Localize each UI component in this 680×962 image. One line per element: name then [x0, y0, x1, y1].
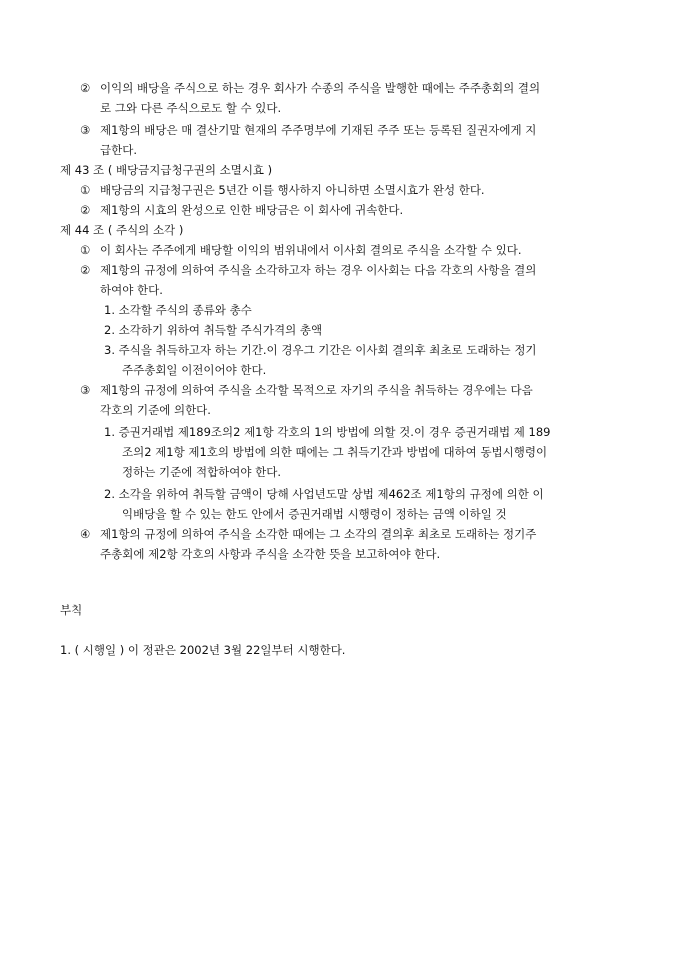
sub-item: 3. 주식을 취득하고자 하는 기간.이 경우그 기간은 이사회 결의후 최초로 도래하는 정기	[104, 343, 537, 357]
paragraph-line: 제1항의 규정에 의하여 주식을 소각할 목적으로 자기의 주식을 취득하는 경우에는 다음	[100, 383, 533, 397]
item-marker: ④	[80, 527, 91, 541]
item-marker: ②	[80, 203, 91, 217]
paragraph-line: 하여야 한다.	[100, 283, 163, 297]
item-marker: ②	[80, 81, 91, 95]
paragraph-line: 이 회사는 주주에게 배당할 이익의 범위내에서 이사회 결의로 주식을 소각할 수 있다.	[100, 243, 522, 257]
article-heading: 제 43 조 ( 배당금지급청구권의 소멸시효 )	[60, 163, 273, 177]
paragraph-line: 주총회에 제2항 각호의 사항과 주식을 소각한 뜻을 보고하여야 한다.	[100, 547, 441, 561]
addenda-heading: 부칙	[60, 603, 83, 617]
item-marker: ③	[80, 383, 91, 397]
item-marker: ①	[80, 243, 91, 257]
sub-item: 2. 소각하기 위하여 취득할 주식가격의 총액	[104, 323, 323, 337]
sub-item: 조의2 제1항 제1호의 방법에 의한 때에는 그 취득기간과 방법에 대하여 동법시행령이	[122, 445, 548, 459]
item-marker: ②	[80, 263, 91, 277]
item-marker: ①	[80, 183, 91, 197]
paragraph-line: 로 그와 다른 주식으로도 할 수 있다.	[100, 101, 282, 115]
paragraph-text: 이익의 배당을 주식으로 하는 경우 회사가 수종의 주식을 발행한 때에는 주주총회의 결의	[100, 81, 541, 95]
item-marker: ③	[80, 123, 91, 137]
sub-item: 익배당을 할 수 있는 한도 안에서 증권거래법 시행령이 정하는 금액 이하일 것	[122, 507, 507, 521]
paragraph-line: 배당금의 지급청구권은 5년간 이를 행사하지 아니하면 소멸시효가 완성 한다.	[100, 183, 485, 197]
paragraph-line: 급한다.	[100, 143, 137, 157]
addenda-item: 1. ( 시행일 ) 이 정관은 2002년 3월 22일부터 시행한다.	[60, 643, 346, 657]
sub-item: 정하는 기준에 적합하여야 한다.	[122, 465, 282, 479]
paragraph-line: 제1항의 시효의 완성으로 인한 배당금은 이 회사에 귀속한다.	[100, 203, 404, 217]
sub-item: 1. 증권거래법 제189조의2 제1항 각호의 1의 방법에 의할 것.이 경우 증권거래법 제 189	[104, 425, 551, 439]
paragraph-line: 제1항의 규정에 의하여 주식을 소각하고자 하는 경우 이사회는 다음 각호의 사항을 결의	[100, 263, 537, 277]
sub-item: 2. 소각을 위하여 취득할 금액이 당해 사업년도말 상법 제462조 제1항의 규정에 의한 이	[104, 487, 544, 501]
paragraph-line: 제1항의 규정에 의하여 주식을 소각한 때에는 그 소각의 결의후 최초로 도래하는 정기주	[100, 527, 537, 541]
article-heading: 제 44 조 ( 주식의 소각 )	[60, 223, 184, 237]
sub-item: 1. 소각할 주식의 종류와 총수	[104, 303, 252, 317]
paragraph-line: 제1항의 배당은 매 결산기말 현재의 주주명부에 기재된 주주 또는 등록된 질권자에게 지	[100, 123, 537, 137]
sub-item: 주주총회일 이전이어야 한다.	[122, 363, 267, 377]
paragraph-line: 각호의 기준에 의한다.	[100, 403, 211, 417]
paragraph-line	[100, 80, 622, 96]
